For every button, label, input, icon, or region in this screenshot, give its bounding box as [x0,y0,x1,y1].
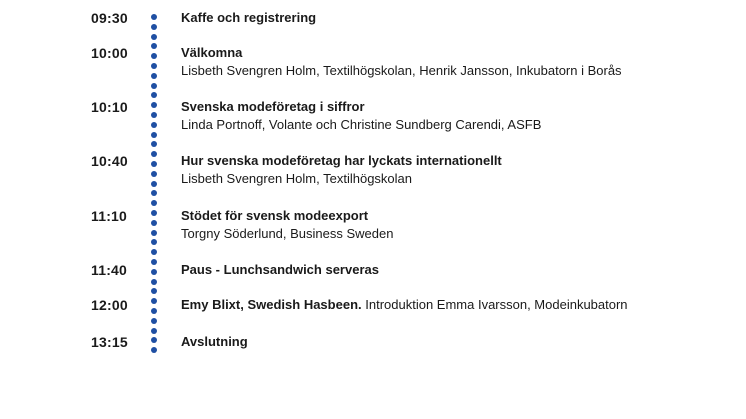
timeline-dot [151,288,157,294]
timeline-dot [151,328,157,334]
timeline-dot [151,63,157,69]
timeline-dot [151,171,157,177]
item-speakers: Torgny Söderlund, Business Sweden [181,226,394,241]
item-title [181,208,368,224]
item-title-bold: Hur svenska modeföretag har lyckats internationellt [181,153,502,168]
timeline-dot [151,151,157,157]
timeline-dot [151,298,157,304]
item-speakers: Linda Portnoff, Volante och Christine Sundberg Carendi, ASFB [181,117,542,132]
item-title-bold: Kaffe och registrering [181,10,317,25]
timeline-dot [151,279,157,285]
item-time: 11:10 [91,208,128,224]
item-time: 11:40 [91,262,128,278]
timeline-dot [151,239,157,245]
item-title-bold: Stödet för svensk modeexport [181,208,369,223]
timeline-dot [151,14,157,20]
item-title-bold: Avslutning [181,334,248,349]
timeline-dot [151,34,157,40]
item-title-rest: Introduktion Emma Ivarsson, Modeinkubatorn [361,297,628,312]
item-title [181,10,316,26]
item-title-bold: Svenska modeföretag i siffror [181,99,365,114]
item-time: 10:40 [91,153,128,169]
item-speakers: Lisbeth Svengren Holm, Textilhögskolan [181,171,413,186]
item-time: 09:30 [91,10,128,26]
timeline-dot [151,132,157,138]
item-time: 10:00 [91,45,128,61]
item-time: 10:10 [91,99,128,115]
item-time: 13:15 [91,334,128,350]
item-title [181,262,379,278]
timeline-dot [151,53,157,59]
timeline-dot [151,181,157,187]
item-title [181,99,365,115]
item-title-bold: Emy Blixt, Swedish Hasbeen. [181,297,362,312]
item-title [181,334,248,350]
timeline-dot [151,43,157,49]
timeline-dot [151,161,157,167]
item-title [181,45,242,61]
timeline-dot [151,230,157,236]
timeline-dot [151,259,157,265]
timeline-dot [151,308,157,314]
timeline-dot [151,269,157,275]
timeline-dot [151,347,157,353]
item-title [181,153,502,169]
timeline-dot [151,220,157,226]
timeline-dot [151,112,157,118]
timeline-dot [151,73,157,79]
timeline-dot [151,200,157,206]
item-title [181,297,628,313]
timeline-dot [151,210,157,216]
timeline-dot [151,190,157,196]
timeline-dot [151,102,157,108]
timeline-dot [151,122,157,128]
item-title-bold: Paus - Lunchsandwich serveras [181,262,379,277]
item-time: 12:00 [91,297,128,313]
timeline-dot [151,24,157,30]
timeline-dot [151,337,157,343]
timeline-dot [151,83,157,89]
timeline-dot [151,318,157,324]
timeline-dot [151,141,157,147]
timeline-dot [151,249,157,255]
item-speakers: Lisbeth Svengren Holm, Textilhögskolan, Henrik Jansson, Inkubatorn i Borås [181,63,622,78]
timeline-dot [151,92,157,98]
item-title-bold: Välkomna [181,45,243,60]
